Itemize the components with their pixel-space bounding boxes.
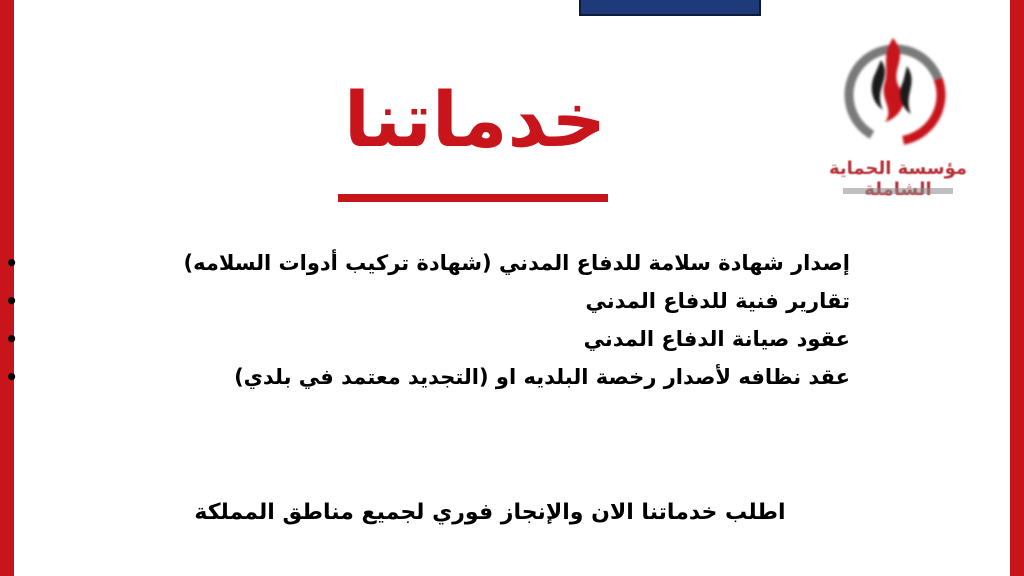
list-item [5, 358, 850, 396]
services-list [5, 244, 850, 396]
list-item [5, 282, 850, 320]
call-to-action-text: اطلب خدماتنا الان والإنجاز فوري لجميع مناطق المملكة [194, 500, 786, 525]
service-item-text: عقد نظافه لأصدار رخصة البلديه او (التجديد معتمد في بلدي) [234, 365, 850, 389]
right-border [1010, 0, 1024, 576]
service-item-text: إصدار شهادة سلامة للدفاع المدني (شهادة تركيب أدوات السلامه) [183, 251, 850, 275]
flame-icon [823, 30, 973, 160]
service-item-text: عقود صيانة الدفاع المدني [583, 327, 850, 351]
list-item [5, 244, 850, 282]
bullet: • [5, 289, 18, 313]
bullet: • [5, 327, 18, 351]
service-item-text: تقارير فنية للدفاع المدني [585, 289, 850, 313]
company-logo [823, 30, 973, 205]
title-underline [338, 194, 608, 202]
list-item [5, 320, 850, 358]
logo-text: مؤسسة الحماية [828, 158, 968, 179]
slide-title: خدماتنا [343, 75, 607, 164]
bullet: • [5, 365, 18, 389]
bullet: • [5, 251, 18, 275]
top-navy-box [579, 0, 761, 16]
logo-subline [843, 188, 953, 194]
